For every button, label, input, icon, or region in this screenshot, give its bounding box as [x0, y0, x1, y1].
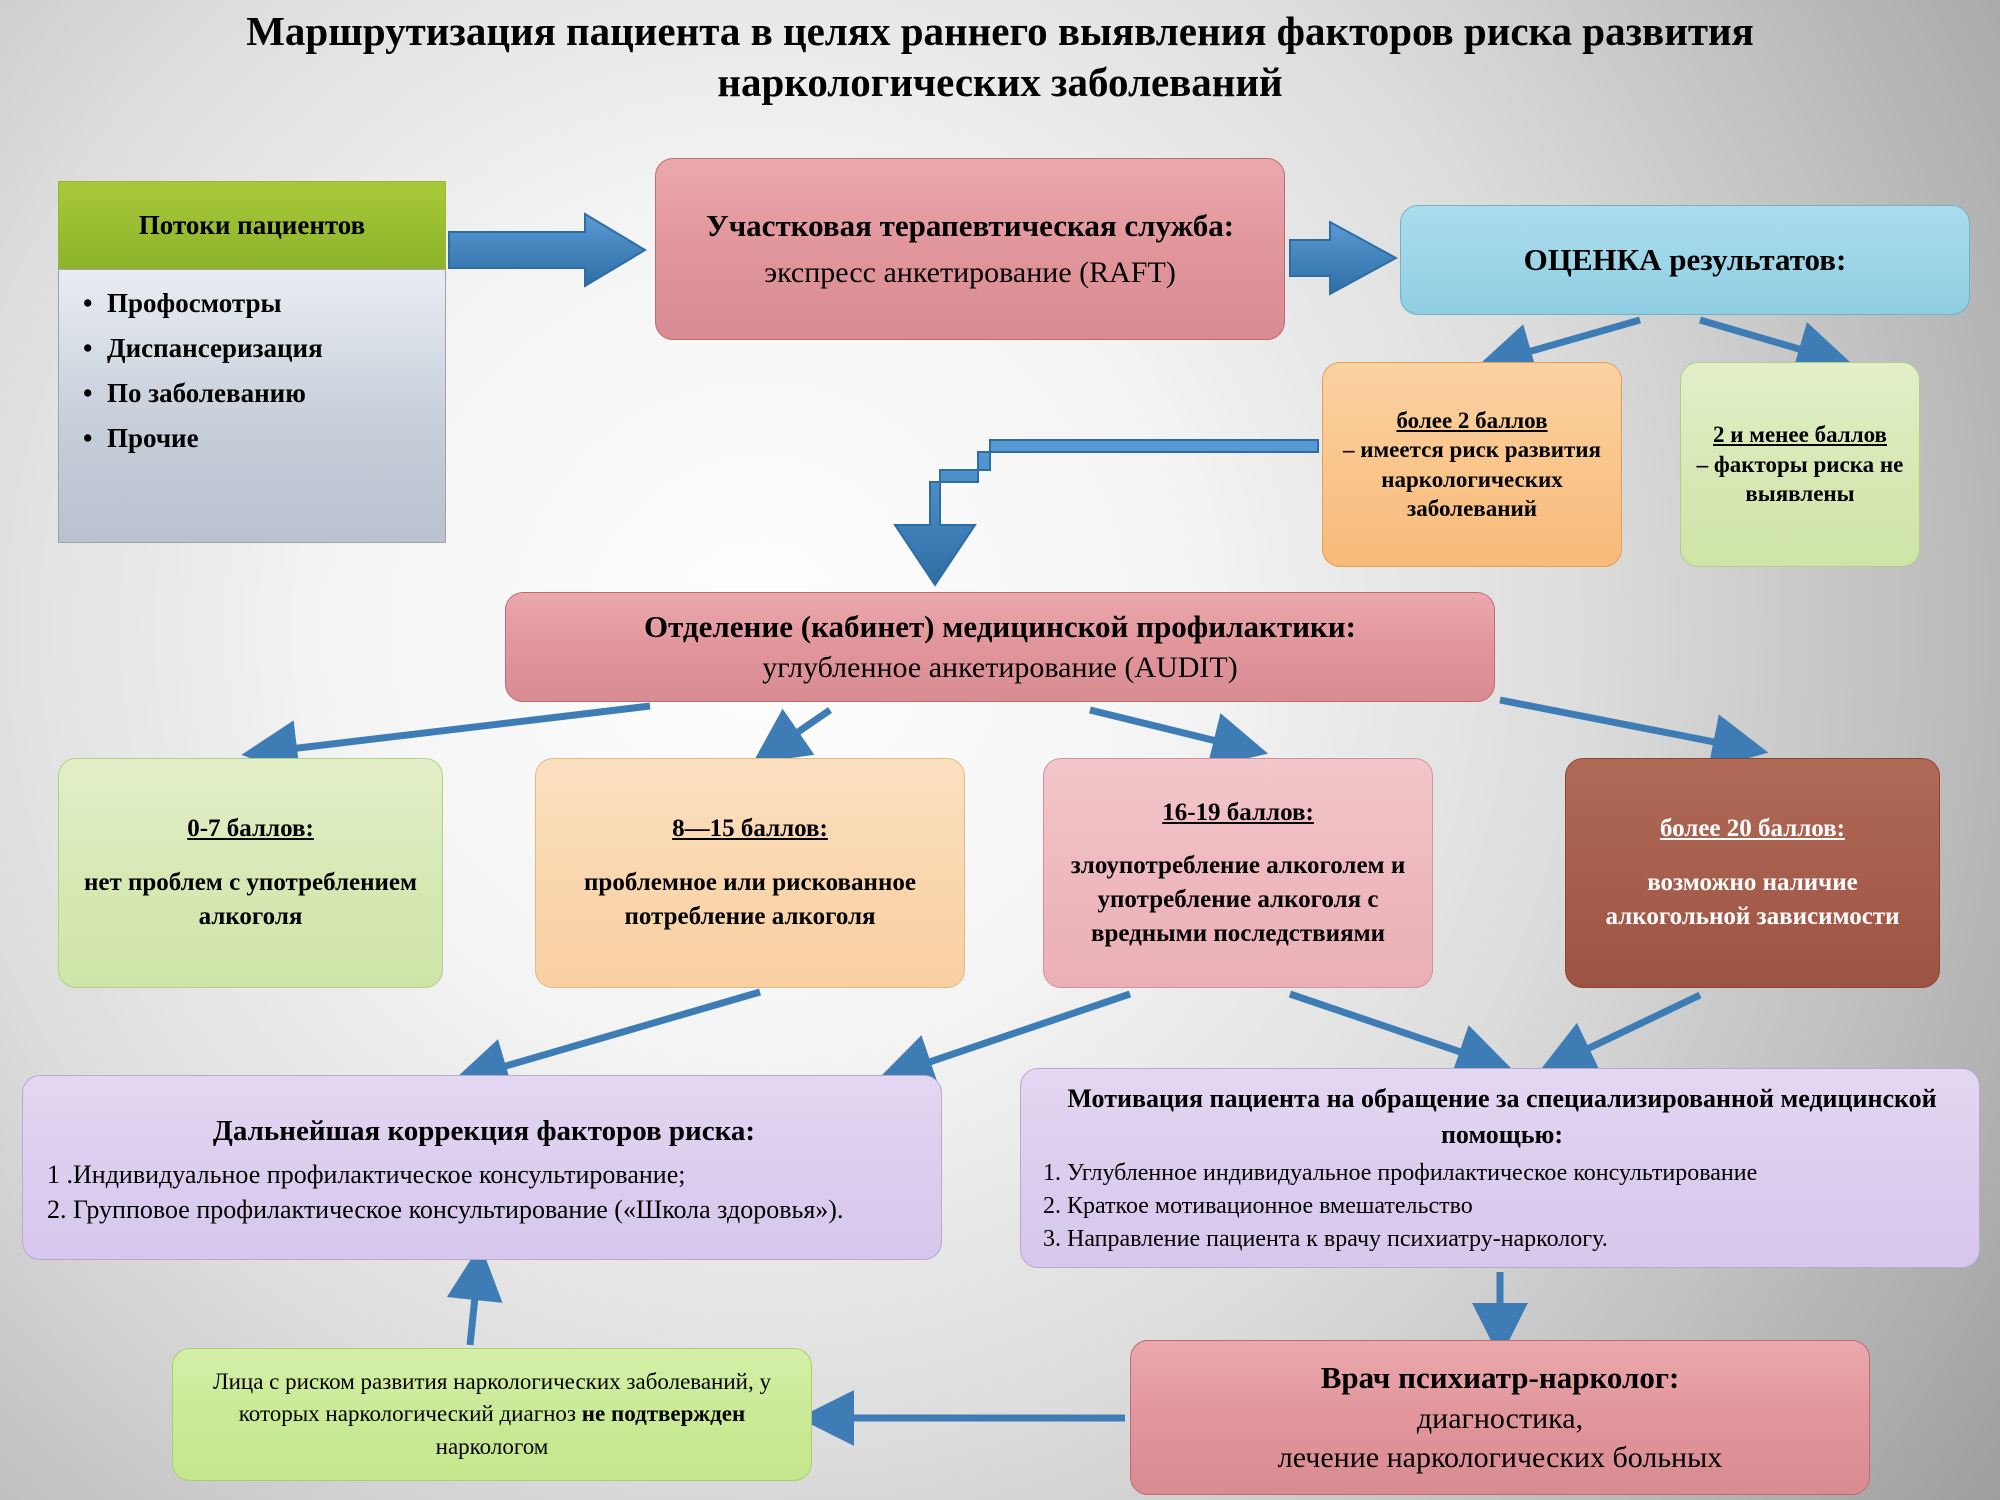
arrow-flows-to-therapeutic	[449, 214, 645, 286]
arrow-prophylaxis-to-audit-16-19	[1090, 710, 1245, 748]
node-audit-8-15-heading: 8—15 баллов:	[672, 815, 828, 843]
node-audit-16-19-text: злоупотребление алкоголем и употребление алкоголя с вредными последствиями	[1070, 852, 1406, 947]
node-prophylaxis-department	[505, 592, 1495, 702]
node-assessment	[1400, 205, 1970, 315]
patient-flows-list	[58, 269, 446, 543]
arrow-audit-16-19-to-correction	[900, 994, 1130, 1072]
arrow-not-confirmed-to-correction	[470, 1268, 478, 1345]
page-title: Маршрутизация пациента в целях раннего выявления факторов риска развития наркологических заболеваний	[246, 8, 1754, 106]
node-audit-16-19	[1043, 758, 1433, 988]
node-risk-factor-correction	[22, 1075, 942, 1260]
node-psychiatrist-narcologist	[1130, 1340, 1870, 1495]
arrow-prophylaxis-to-audit-0-7	[265, 706, 650, 752]
node-audit-0-7	[58, 758, 443, 988]
node-score-more-than-2-text: – имеется риск развития наркологических заболеваний	[1342, 437, 1602, 521]
node-patient-motivation-item-2: 2. Краткое мотивационное вмешательство	[1043, 1193, 1473, 1220]
node-audit-16-19-heading: 16-19 баллов:	[1162, 798, 1314, 826]
node-risk-factor-correction-item-1: 1 .Индивидуальное профилактическое консультирование;	[47, 1159, 686, 1189]
node-prophylaxis-department-title: Отделение (кабинет) медицинской профилактики:	[644, 609, 1356, 645]
node-audit-8-15	[535, 758, 965, 988]
node-score-2-or-less-text: – факторы риска не выявлены	[1696, 451, 1904, 507]
node-diagnosis-not-confirmed	[172, 1348, 812, 1481]
node-audit-0-7-text: нет проблем с употреблением алкоголя	[83, 869, 418, 930]
node-patient-motivation-title: Мотивация пациента на обращение за специализированной медицинской помощью:	[1067, 1084, 1937, 1150]
node-diagnosis-not-confirmed-text-2: наркологом	[435, 1433, 549, 1459]
arrow-assessment-to-more2	[1500, 320, 1640, 360]
node-patient-motivation-item-3: 3. Направление пациента к врачу психиатру-наркологу.	[1043, 1226, 1608, 1253]
patient-flows-header: Потоки пациентов	[58, 181, 446, 269]
node-score-2-or-less-heading: 2 и менее баллов	[1713, 422, 1887, 448]
node-prophylaxis-department-subtitle: углубленное анкетирование (AUDIT)	[762, 650, 1238, 684]
node-score-more-than-2	[1322, 362, 1622, 567]
node-audit-more-than-20-heading: более 20 баллов:	[1659, 815, 1846, 843]
node-audit-8-15-text: проблемное или рискованное потребление алкоголя	[584, 869, 916, 930]
node-score-2-or-less	[1680, 362, 1920, 567]
list-item: • Профосмотры	[107, 288, 445, 319]
node-risk-factor-correction-title: Дальнейшая коррекция факторов риска:	[212, 1114, 756, 1147]
node-psychiatrist-narcologist-subtitle-2: лечение наркологических больных	[1277, 1440, 1723, 1474]
node-therapeutic-service-title: Участковая терапевтическая служба:	[705, 208, 1235, 244]
arrow-more2-to-prophylaxis	[895, 440, 1318, 590]
node-therapeutic-service	[655, 158, 1285, 340]
arrow-assessment-to-less2	[1700, 320, 1830, 358]
node-audit-0-7-heading: 0-7 баллов:	[187, 815, 314, 843]
list-item: • Диспансеризация	[107, 333, 445, 364]
arrow-audit-8-15-to-correction	[475, 992, 760, 1075]
node-psychiatrist-narcologist-title: Врач психиатр-нарколог:	[1320, 1360, 1680, 1396]
node-diagnosis-not-confirmed-bold: не подтвержден	[581, 1401, 746, 1427]
node-therapeutic-service-subtitle: экспресс анкетирование (RAFT)	[764, 255, 1176, 289]
node-patient-motivation	[1020, 1068, 1980, 1268]
arrow-prophylaxis-to-audit-20	[1500, 700, 1745, 748]
list-item: • По заболеванию	[107, 378, 445, 409]
node-risk-factor-correction-item-2: 2. Групповое профилактическое консультирование («Школа здоровья»).	[47, 1195, 844, 1225]
arrow-therapeutic-to-assessment	[1290, 222, 1396, 294]
list-item: • Прочие	[107, 423, 445, 454]
node-assessment-title: ОЦЕНКА результатов:	[1523, 242, 1847, 277]
node-score-more-than-2-heading: более 2 баллов	[1396, 407, 1548, 433]
arrow-audit-16-19-to-motivation	[1290, 994, 1490, 1062]
arrow-audit-20-to-motivation	[1560, 995, 1700, 1062]
node-diagnosis-not-confirmed-text-1: Лица с риском развития наркологических заболеваний, у которых наркологический диагноз	[213, 1369, 771, 1427]
node-psychiatrist-narcologist-subtitle-1: диагностика,	[1416, 1401, 1584, 1435]
node-patient-motivation-item-1: 1. Углубленное индивидуальное профилактическое консультирование	[1043, 1160, 1758, 1187]
node-audit-more-than-20	[1565, 758, 1940, 988]
arrow-prophylaxis-to-audit-8-15	[772, 710, 830, 750]
node-audit-more-than-20-text: возможно наличие алкогольной зависимости	[1605, 869, 1900, 930]
